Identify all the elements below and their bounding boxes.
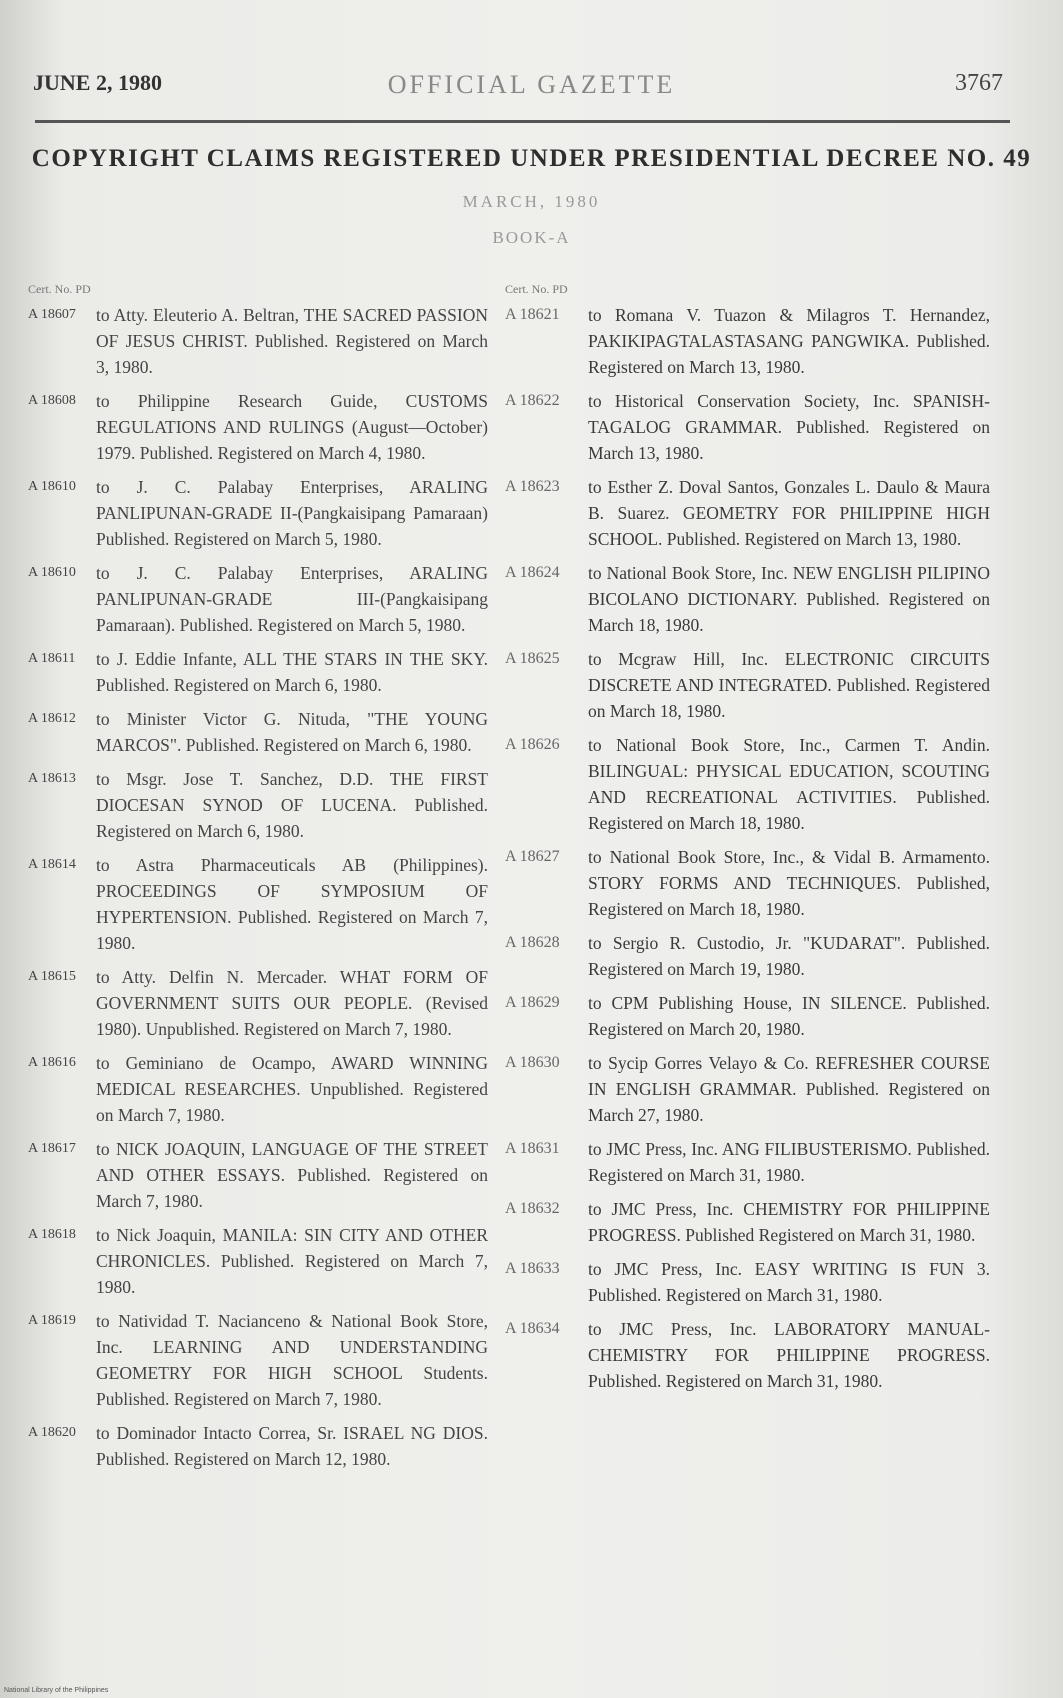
page-header — [0, 70, 1063, 110]
month-heading: MARCH, 1980 — [462, 192, 601, 211]
certificate-number: A 18619 — [28, 1313, 76, 1328]
certificate-number: A 18631 — [505, 1140, 560, 1157]
certificate-number: A 18634 — [505, 1320, 560, 1337]
certificate-number: A 18632 — [505, 1200, 560, 1217]
entry-text: to Romana V. Tuazon & Milagros T. Hernandez, PAKIKIPAGTALASTASANG PANGWIKA. Published. Registered on March 13, 1980. — [588, 305, 990, 377]
registration-entry — [505, 560, 990, 638]
registration-entry — [28, 1420, 488, 1472]
certificate-number: A 18625 — [505, 650, 560, 667]
entry-text: to Philippine Research Guide, CUSTOMS REGULATIONS AND RULINGS (August—October) 1979. Published. Registered on March 4, 1980. — [96, 391, 488, 463]
entry-text: to Historical Conservation Society, Inc. SPANISH-TAGALOG GRAMMAR. Published. Registered on March 13, 1980. — [588, 391, 990, 463]
registration-entry — [28, 1222, 488, 1300]
entry-text: to JMC Press, Inc. EASY WRITING IS FUN 3. Published. Registered on March 31, 1980. — [588, 1259, 990, 1305]
certificate-number: A 18618 — [28, 1227, 76, 1242]
entry-text: to National Book Store, Inc., & Vidal B. Armamento. STORY FORMS AND TECHNIQUES. Published, Registered on March 18, 1980. — [588, 847, 990, 919]
certificate-number: A 18617 — [28, 1141, 76, 1156]
entry-text: to National Book Store, Inc., Carmen T. Andin. BILINGUAL: PHYSICAL EDUCATION, SCOUTING AND RECREATIONAL ACTIVITIES. Published. Registered on March 18, 1980. — [588, 735, 990, 833]
registration-entry — [505, 1050, 990, 1128]
left-column — [28, 302, 488, 1480]
right-column-header: Cert. No. PD — [505, 282, 568, 296]
entry-text: to J. C. Palabay Enterprises, ARALING PANLIPUNAN-GRADE II-(Pangkaisipang Pamaraan) Published. Registered on March 5, 1980. — [96, 477, 488, 549]
registration-entry — [505, 1136, 990, 1188]
registration-entry — [28, 302, 488, 380]
registration-entry — [505, 990, 990, 1042]
registration-entry — [28, 766, 488, 844]
registration-entry — [28, 706, 488, 758]
entry-text: to Msgr. Jose T. Sanchez, D.D. THE FIRST DIOCESAN SYNOD OF LUCENA. Published. Registered on March 6, 1980. — [96, 769, 488, 841]
registration-entry — [28, 964, 488, 1042]
certificate-number: A 18616 — [28, 1055, 76, 1070]
certificate-number: A 18623 — [505, 478, 560, 495]
registration-entry — [505, 844, 990, 922]
registration-entry — [505, 1316, 990, 1394]
registration-entry — [505, 1196, 990, 1248]
certificate-number: A 18610 — [28, 565, 76, 580]
registration-entry — [505, 930, 990, 982]
certificate-number: A 18628 — [505, 934, 560, 951]
entry-text: to JMC Press, Inc. LABORATORY MANUAL-CHEMISTRY FOR PHILIPPINE PROGRESS. Published. Registered on March 31, 1980. — [588, 1319, 990, 1391]
registration-entry — [28, 1308, 488, 1412]
registration-entry — [28, 646, 488, 698]
section-title: COPYRIGHT CLAIMS REGISTERED UNDER PRESIDENTIAL DECREE NO. 49 — [31, 145, 1032, 172]
certificate-number: A 18627 — [505, 848, 560, 865]
registration-entry — [28, 1136, 488, 1214]
entry-text: to CPM Publishing House, IN SILENCE. Published. Registered on March 20, 1980. — [588, 993, 990, 1039]
certificate-number: A 18608 — [28, 393, 76, 408]
certificate-number: A 18614 — [28, 857, 76, 872]
entry-text: to Minister Victor G. Nituda, "THE YOUNG MARCOS". Published. Registered on March 6, 1980. — [96, 709, 488, 755]
certificate-number: A 18624 — [505, 564, 560, 581]
certificate-number: A 18613 — [28, 771, 76, 786]
left-column-header: Cert. No. PD — [28, 282, 91, 296]
registration-entry — [28, 474, 488, 552]
right-column — [505, 302, 990, 1402]
entry-text: to Atty. Delfin N. Mercader. WHAT FORM OF GOVERNMENT SUITS OUR PEOPLE. (Revised 1980). Unpublished. Registered on March 7, 1980. — [96, 967, 488, 1039]
issue-date: JUNE 2, 1980 — [33, 70, 162, 95]
certificate-number: A 18607 — [28, 307, 76, 322]
certificate-number: A 18610 — [28, 479, 76, 494]
registration-entry — [505, 646, 990, 724]
entry-text: to JMC Press, Inc. ANG FILIBUSTERISMO. Published. Registered on March 31, 1980. — [588, 1139, 990, 1185]
book-heading: BOOK-A — [492, 228, 571, 247]
certificate-number: A 18615 — [28, 969, 76, 984]
certificate-number: A 18620 — [28, 1425, 76, 1440]
entry-text: to NICK JOAQUIN, LANGUAGE OF THE STREET AND OTHER ESSAYS. Published. Registered on March 7, 1980. — [96, 1139, 488, 1211]
certificate-number: A 18612 — [28, 711, 76, 726]
entry-text: to Natividad T. Nacianceno & National Book Store, Inc. LEARNING AND UNDERSTANDING GEOMETRY FOR HIGH SCHOOL Students. Published. Registered on March 7, 1980. — [96, 1311, 488, 1409]
entry-text: to Atty. Eleuterio A. Beltran, THE SACRED PASSION OF JESUS CHRIST. Published. Registered on March 3, 1980. — [96, 305, 488, 377]
entry-text: to Sergio R. Custodio, Jr. "KUDARAT". Published. Registered on March 19, 1980. — [588, 933, 990, 979]
footer-credit: National Library of the Philippines — [4, 1687, 109, 1694]
entry-text: to J. C. Palabay Enterprises, ARALING PANLIPUNAN-GRADE III-(Pangkaisipang Pamaraan). Published. Registered on March 5, 1980. — [96, 563, 488, 635]
registration-entry — [28, 1050, 488, 1128]
page-number: 3767 — [955, 70, 1003, 96]
entry-text: to Dominador Intacto Correa, Sr. ISRAEL NG DIOS. Published. Registered on March 12, 1980. — [96, 1423, 488, 1469]
certificate-number: A 18626 — [505, 736, 560, 753]
registration-entry — [28, 560, 488, 638]
registration-entry — [28, 852, 488, 956]
header-rule — [35, 120, 1010, 123]
entry-text: to Esther Z. Doval Santos, Gonzales L. Daulo & Maura B. Suarez. GEOMETRY FOR PHILIPPINE HIGH SCHOOL. Published. Registered on March 13, 1980. — [588, 477, 990, 549]
entry-text: to Sycip Gorres Velayo & Co. REFRESHER COURSE IN ENGLISH GRAMMAR. Published. Registered on March 27, 1980. — [588, 1053, 990, 1125]
certificate-number: A 18629 — [505, 994, 560, 1011]
entry-text: to Geminiano de Ocampo, AWARD WINNING MEDICAL RESEARCHES. Unpublished. Registered on March 7, 1980. — [96, 1053, 488, 1125]
registration-entry — [505, 474, 990, 552]
registration-entry — [505, 732, 990, 836]
entry-text: to JMC Press, Inc. CHEMISTRY FOR PHILIPPINE PROGRESS. Published Registered on March 31, 1980. — [588, 1199, 990, 1245]
registration-entry — [505, 388, 990, 466]
registration-entry — [505, 1256, 990, 1308]
certificate-number: A 18630 — [505, 1054, 560, 1071]
entry-text: to J. Eddie Infante, ALL THE STARS IN THE SKY. Published. Registered on March 6, 1980. — [96, 649, 488, 695]
entry-text: to National Book Store, Inc. NEW ENGLISH PILIPINO BICOLANO DICTIONARY. Published. Registered on March 18, 1980. — [588, 563, 990, 635]
certificate-number: A 18622 — [505, 392, 560, 409]
entry-text: to Nick Joaquin, MANILA: SIN CITY AND OTHER CHRONICLES. Published. Registered on March 7, 1980. — [96, 1225, 488, 1297]
entry-text: to Mcgraw Hill, Inc. ELECTRONIC CIRCUITS DISCRETE AND INTEGRATED. Published. Registered on March 18, 1980. — [588, 649, 990, 721]
certificate-number: A 18611 — [28, 651, 76, 666]
publication-title: OFFICIAL GAZETTE — [387, 70, 676, 99]
certificate-number: A 18621 — [505, 306, 560, 323]
registration-entry — [505, 302, 990, 380]
registration-entry — [28, 388, 488, 466]
entry-text: to Astra Pharmaceuticals AB (Philippines). PROCEEDINGS OF SYMPOSIUM OF HYPERTENSION. Published. Registered on March 7, 1980. — [96, 855, 488, 953]
certificate-number: A 18633 — [505, 1260, 560, 1277]
